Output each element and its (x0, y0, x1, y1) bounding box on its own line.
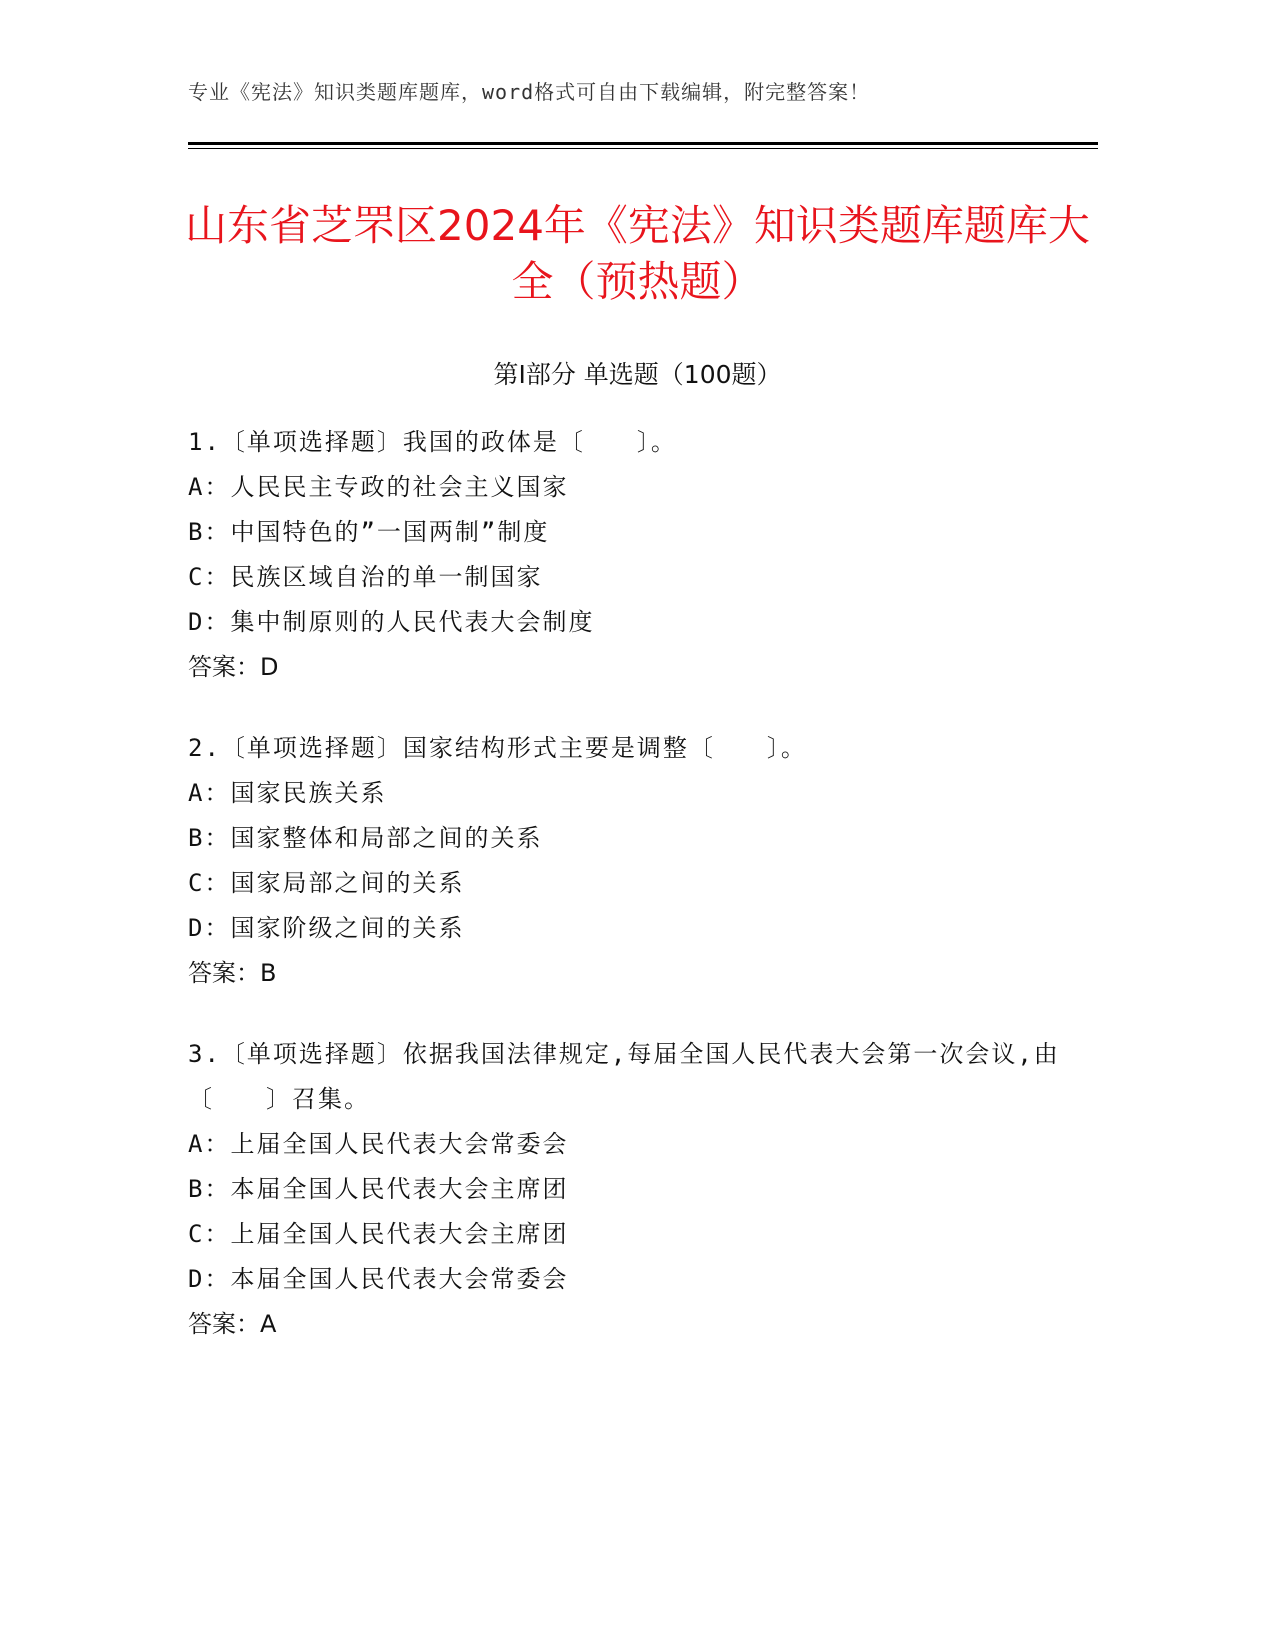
option-b: B：本届全国人民代表大会主席团 (188, 1175, 569, 1203)
option-c: C：国家局部之间的关系 (188, 869, 465, 897)
question-2 (188, 726, 1088, 996)
option-b: B：国家整体和局部之间的关系 (188, 824, 543, 852)
header-note: 专业《宪法》知识类题库题库，word格式可自由下载编辑，附完整答案！ (188, 80, 871, 104)
option-d: D：本届全国人民代表大会常委会 (188, 1265, 569, 1293)
question-stem: 3.〔单项选择题〕依据我国法律规定,每届全国人民代表大会第一次会议,由〔 〕召集。 (188, 1040, 1060, 1113)
answer: 答案：B (188, 959, 277, 987)
section-heading: 第I部分 单选题（100题） (493, 360, 782, 389)
header-rule-thick (188, 142, 1098, 145)
option-a: A：国家民族关系 (188, 779, 387, 807)
header-rule-thin (188, 148, 1098, 149)
answer: 答案：A (188, 1310, 277, 1338)
question-stem: 1.〔单项选择题〕我国的政体是〔 〕。 (188, 428, 677, 456)
answer: 答案：D (188, 653, 279, 681)
question-3 (188, 1032, 1088, 1347)
document-title: 山东省芝罘区2024年《宪法》知识类题库题库大全（预热题） (185, 201, 1090, 306)
question-stem: 2.〔单项选择题〕国家结构形式主要是调整〔 〕。 (188, 734, 807, 762)
option-d: D：国家阶级之间的关系 (188, 914, 465, 942)
option-b: B：中国特色的”一国两制”制度 (188, 518, 550, 546)
option-c: C：上届全国人民代表大会主席团 (188, 1220, 569, 1248)
option-c: C：民族区域自治的单一制国家 (188, 563, 543, 591)
option-a: A：上届全国人民代表大会常委会 (188, 1130, 569, 1158)
option-d: D：集中制原则的人民代表大会制度 (188, 608, 595, 636)
question-1 (188, 420, 1088, 690)
option-a: A：人民民主专政的社会主义国家 (188, 473, 569, 501)
